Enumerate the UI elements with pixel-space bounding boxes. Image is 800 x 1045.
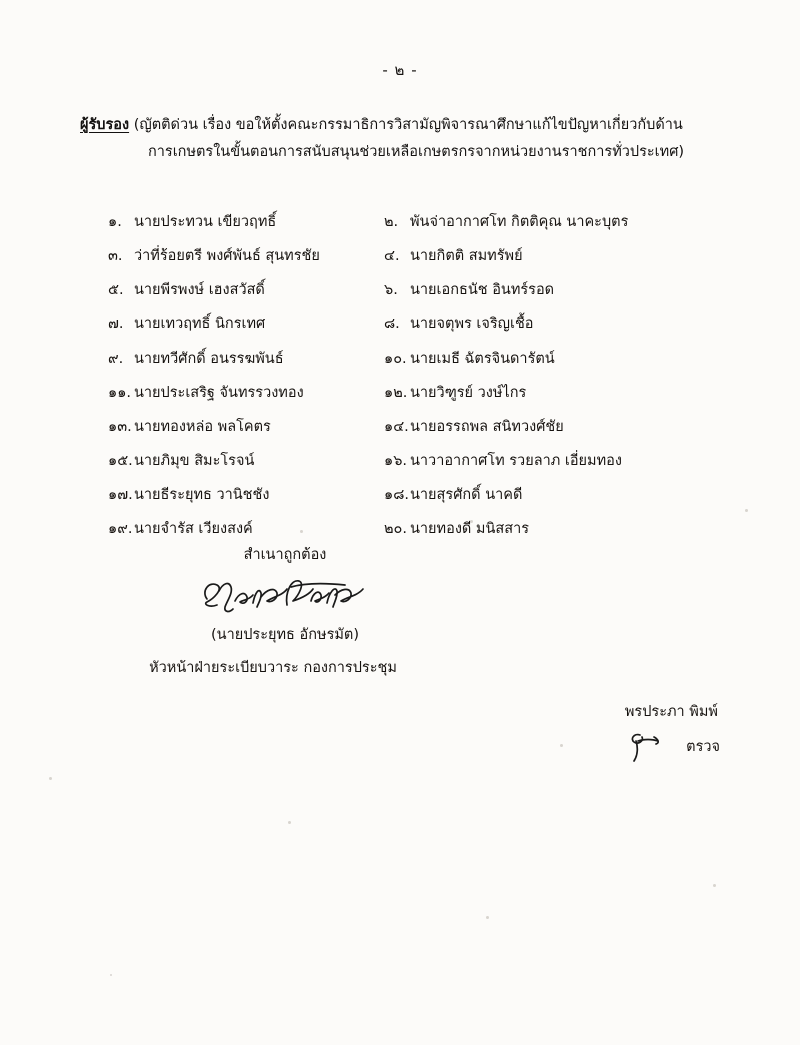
certifier-name: (นายประยุทธ อักษรมัต) <box>211 626 359 643</box>
certifier-role: หัวหน้าฝ่ายระเบียบวาระ กองการประชุม <box>149 659 397 676</box>
scan-speck <box>713 884 716 887</box>
list-item-name: นายจตุพร เจริญเชื้อ <box>410 316 534 333</box>
list-item <box>86 376 376 410</box>
list-item-name: นายธีระยุทธ วานิชชัง <box>134 487 270 503</box>
list-item-name: พันจ่าอากาศโท กิตติคุณ นาคะบุตร <box>410 214 629 230</box>
scan-speck <box>486 916 489 919</box>
list-item-number: ๑๒. <box>384 384 408 401</box>
list-item-number: ๒. <box>384 214 399 230</box>
list-item-number: ๓. <box>108 248 123 265</box>
list-item-number: ๖. <box>384 282 398 299</box>
list-item-number: ๑๐. <box>384 350 407 367</box>
list-item-name: นายวิฑูรย์ วงษ์ไกร <box>410 384 527 401</box>
list-item-number: ๗. <box>108 316 124 333</box>
list-item-number: ๕. <box>108 282 124 299</box>
list-item <box>376 478 730 512</box>
list-item-name: นาวาอากาศโท รวยลาภ เอี่ยมทอง <box>410 452 622 469</box>
list-item <box>86 342 376 376</box>
list-item-number: ๑๑. <box>108 384 132 401</box>
list-item <box>86 205 376 239</box>
signature-area <box>120 569 450 621</box>
list-item-name: นายเอกธนัช อินทร์รอด <box>410 282 555 299</box>
typist-name: พรประภา พิมพ์ <box>624 704 718 720</box>
list-item-name: นายภิมุข สิมะโรจน์ <box>134 452 255 469</box>
list-item-name: นายกิตติ สมทรัพย์ <box>410 248 523 265</box>
list-item-number: ๑๖. <box>384 452 408 469</box>
list-item-number: ๑๔. <box>384 418 409 435</box>
list-item-number: ๑๕. <box>108 452 133 469</box>
list-item <box>86 478 376 512</box>
list-item-number: ๙. <box>108 350 124 367</box>
heading-text-line-1: (ญัตติด่วน เรื่อง ขอให้ตั้งคณะกรรมาธิการวิสามัญพิจารณาศึกษาแก้ไขปัญหาเกี่ยวกับด้าน <box>133 117 683 133</box>
certifier-label: ผู้รับรอง <box>80 117 130 133</box>
list-item-name: นายพีรพงษ์ เฮงสวัสดิ์ <box>134 282 265 299</box>
list-item-number: ๔. <box>384 248 400 265</box>
list-item <box>86 307 376 341</box>
certification-block <box>120 545 450 679</box>
list-item <box>86 239 376 273</box>
list-item-name: นายประทวน เขียวฤทธิ์ <box>134 214 277 230</box>
list-item-number: ๑๙. <box>108 521 133 538</box>
list-item-name: ว่าที่ร้อยตรี พงศ์พันธ์ สุนทรชัย <box>134 248 320 265</box>
list-item-name: นายทวีศักดิ์ อนรรฆพันธ์ <box>134 350 284 367</box>
list-item-name: นายเมธี ฉัตรจินดารัตน์ <box>410 350 555 367</box>
typist-initial-mark <box>624 729 670 763</box>
list-item-name: นายทองหล่อ พลโคตร <box>134 418 271 435</box>
list-item-number: ๘. <box>384 316 400 333</box>
list-item-name: นายเทวฤทธิ์ นิกรเทศ <box>134 316 266 333</box>
scan-speck <box>49 777 52 780</box>
list-item <box>376 273 730 307</box>
list-item <box>376 376 730 410</box>
list-item <box>376 342 730 376</box>
list-item <box>376 307 730 341</box>
scan-speck <box>110 974 112 976</box>
typist-check-row <box>512 729 722 763</box>
list-item <box>86 273 376 307</box>
list-item <box>376 205 730 239</box>
scan-speck <box>288 821 291 824</box>
list-item-name: นายประเสริฐ จันทรรวงทอง <box>134 384 304 401</box>
list-item <box>86 444 376 478</box>
list-item <box>376 239 730 273</box>
list-item-number: ๑๓. <box>108 418 132 435</box>
typist-block <box>512 700 722 763</box>
list-item <box>376 444 730 478</box>
list-item-number: ๑๗. <box>108 487 133 503</box>
list-item <box>86 410 376 444</box>
list-item <box>376 512 730 546</box>
list-item-number: ๑. <box>108 214 122 230</box>
list-item-number: ๒๐. <box>384 521 408 538</box>
page-number: - ๒ - <box>382 61 418 79</box>
heading-text-line-2: การเกษตรในขั้นตอนการสนับสนุนช่วยเหลือเกษตรกรจากหน่วยงานราชการทั่วประเทศ) <box>148 143 685 160</box>
handwritten-signature <box>195 571 375 621</box>
list-item <box>86 512 376 546</box>
list-item-name: นายสุรศักดิ์ นาคดี <box>410 487 523 503</box>
list-item-name: นายจำรัส เวียงสงค์ <box>134 521 253 538</box>
scan-speck <box>745 509 748 512</box>
list-item-number: ๑๘. <box>384 487 409 503</box>
list-item <box>376 410 730 444</box>
typist-check-label: ตรวจ <box>686 738 720 755</box>
certification-statement: สำเนาถูกต้อง <box>243 547 327 563</box>
list-item-name: นายอรรถพล สนิทวงศ์ชัย <box>410 418 564 435</box>
signer-list <box>86 205 730 546</box>
list-item-name: นายทองดี มนิสสาร <box>410 521 530 538</box>
heading-block <box>80 112 730 166</box>
